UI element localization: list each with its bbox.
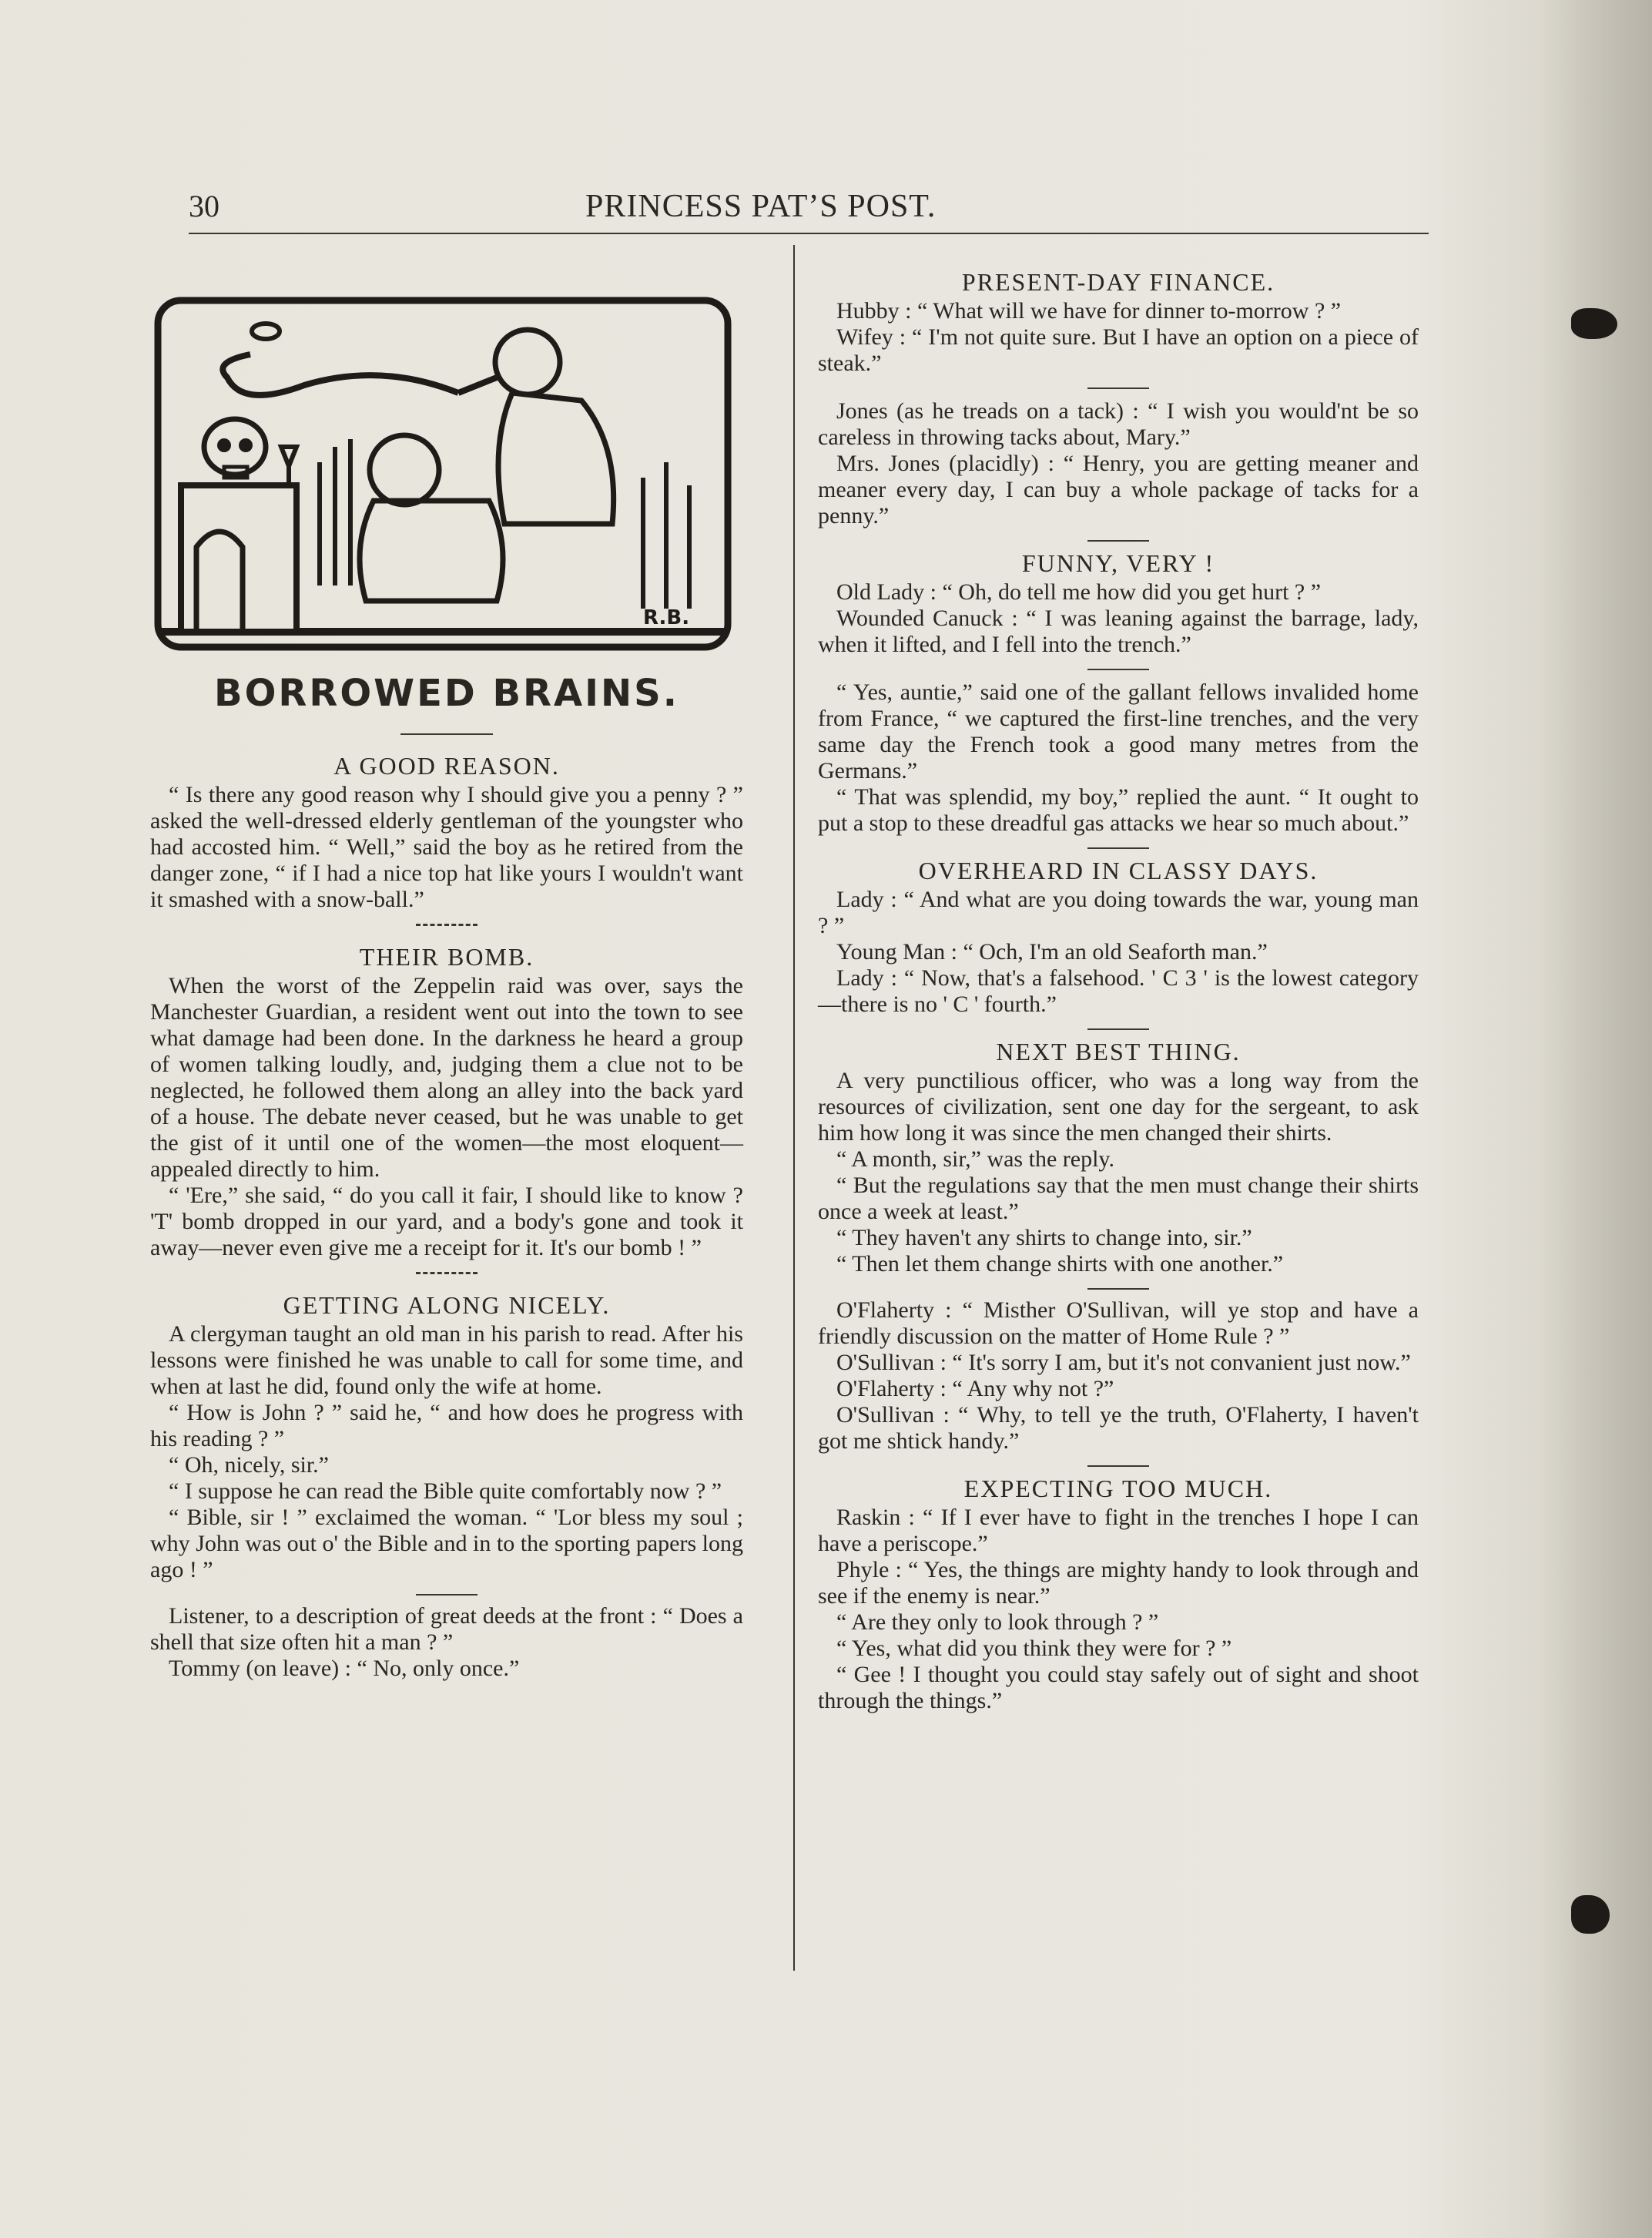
article-heading: PRESENT-DAY FINANCE.: [961, 268, 1275, 296]
article-paragraph: O'Sullivan : “ It's sorry I am, but it's not convanient just now.”: [836, 1350, 1411, 1375]
separator-rule: [400, 733, 493, 735]
article-heading: FUNNY, VERY !: [1021, 549, 1215, 577]
left-column: [150, 293, 743, 1693]
article-paragraph: “ But the regulations say that the men must change their shirts once a week at least.”: [818, 1173, 1419, 1224]
article-next-best-thing: [818, 1038, 1419, 1277]
article-getting-along-nicely: [150, 1291, 743, 1583]
separator-rule: [1087, 1465, 1149, 1467]
header-rule: [189, 233, 1429, 234]
article-paragraph: Old Lady : “ Oh, do tell me how did you get hurt ? ”: [836, 579, 1322, 605]
article-paragraph: “ Oh, nicely, sir.”: [169, 1452, 329, 1478]
torn-edge-mark: [1571, 308, 1617, 339]
skull-icon: [204, 419, 266, 478]
article-listener: [150, 1603, 743, 1682]
torn-edge-mark: [1571, 1895, 1610, 1934]
article-paragraph: Wifey : “ I'm not quite sure. But I have an option on a piece of steak.”: [818, 324, 1419, 376]
article-paragraph: “ 'Ere,” she said, “ do you call it fair, I should like to know ? 'T' bomb dropped in our yard, and a body's gone and took it away—never even give me a receipt for it. It's our bomb ! ”: [150, 1183, 743, 1260]
article-paragraph: “ Is there any good reason why I should give you a penny ? ” asked the well-dressed elderly gentleman of the youngster who had accosted him. “ Well,” said the boy as he retired from the danger zone, “ if I had a nice top hat like yours I wouldn't want it smashed with a snow-ball.”: [150, 782, 743, 912]
article-paragraph: “ Are they only to look through ? ”: [836, 1609, 1159, 1635]
separator-rule: [1087, 1028, 1149, 1030]
right-column: [818, 260, 1419, 1725]
article-paragraph: Tommy (on leave) : “ No, only once.”: [169, 1656, 520, 1681]
article-their-bomb: [150, 943, 743, 1261]
article-paragraph: Young Man : “ Och, I'm an old Seaforth man.”: [836, 939, 1268, 965]
article-paragraph: “ I suppose he can read the Bible quite comfortably now ? ”: [169, 1478, 722, 1504]
separator-rule: [1087, 669, 1149, 670]
article-heading: GETTING ALONG NICELY.: [283, 1291, 611, 1319]
article-paragraph: A clergyman taught an old man in his parish to read. After his lessons were finished he was unable to call for some time, and when at last he did, found only the wife at home.: [150, 1321, 743, 1399]
article-jones-tack: [818, 398, 1419, 529]
article-heading: NEXT BEST THING.: [996, 1038, 1241, 1065]
article-paragraph: “ Then let them change shirts with one another.”: [836, 1251, 1284, 1277]
article-paragraph: O'Flaherty : “ Misther O'Sullivan, will ye stop and have a friendly discussion on the matter of Home Rule ? ”: [818, 1297, 1419, 1349]
article-paragraph: “ That was splendid, my boy,” replied the aunt. “ It ought to put a stop to these dreadful gas attacks we hear so much about.”: [818, 784, 1419, 836]
article-funny-very: [818, 549, 1419, 658]
article-paragraph: Hubby : “ What will we have for dinner to-morrow ? ”: [836, 298, 1342, 324]
separator-rule: [416, 1594, 478, 1595]
cartoon-illustration: [150, 293, 736, 655]
article-paragraph: “ Yes, what did you think they were for ? ”: [836, 1636, 1232, 1661]
article-paragraph: “ Bible, sir ! ” exclaimed the woman. “ 'Lor bless my soul ; why John was out o' the Bible and in to the sporting papers long ago ! ”: [150, 1505, 743, 1582]
separator-rule: [1087, 388, 1149, 389]
article-heading: EXPECTING TOO MUCH.: [963, 1475, 1273, 1502]
separator-rule: [1087, 847, 1149, 849]
separator-rule: [1087, 540, 1149, 542]
illustration-signature: R.B.: [643, 606, 690, 629]
page-header: [189, 185, 1421, 231]
article-oflaherty: [818, 1297, 1419, 1455]
article-paragraph: Jones (as he treads on a tack) : “ I wish you would'nt be so careless in throwing tacks about, Mary.”: [818, 398, 1419, 450]
article-heading: A GOOD REASON.: [333, 752, 560, 780]
article-paragraph: “ They haven't any shirts to change into, sir.”: [836, 1225, 1252, 1250]
article-paragraph: Phyle : “ Yes, the things are mighty handy to look through and see if the enemy is near.”: [818, 1557, 1419, 1609]
column-divider: [793, 245, 795, 1971]
separator-rule: [416, 1272, 478, 1274]
article-paragraph: Raskin : “ If I ever have to fight in the trenches I hope I can have a periscope.”: [818, 1505, 1419, 1556]
article-yes-auntie: [818, 679, 1419, 837]
article-paragraph: “ How is John ? ” said he, “ and how does he progress with his reading ? ”: [150, 1400, 743, 1451]
article-paragraph: O'Sullivan : “ Why, to tell ye the truth, O'Flaherty, I haven't got me shtick handy.”: [818, 1402, 1419, 1454]
section-title: BORROWED BRAINS.: [214, 672, 679, 715]
article-paragraph: “ A month, sir,” was the reply.: [836, 1146, 1114, 1172]
running-title: PRINCESS PAT’S POST.: [585, 189, 937, 224]
article-a-good-reason: [150, 752, 743, 913]
article-overheard-in-classy-days: [818, 857, 1419, 1018]
article-expecting-too-much: [818, 1475, 1419, 1714]
separator-rule: [1087, 1288, 1149, 1290]
article-paragraph: Lady : “ Now, that's a falsehood. ' C 3 ' is the lowest category—there is no ' C ' fourth.”: [818, 965, 1419, 1017]
article-paragraph: Wounded Canuck : “ I was leaning against the barrage, lady, when it lifted, and I fell into the trench.”: [818, 606, 1419, 657]
page-number: 30: [189, 189, 219, 223]
article-paragraph: Mrs. Jones (placidly) : “ Henry, you are getting meaner and meaner every day, I can buy a whole package of tacks for a penny.”: [818, 451, 1419, 528]
article-paragraph: “ Yes, auntie,” said one of the gallant fellows invalided home from France, “ we captured the first-line trenches, and the very same day the French took a good many metres from the Germans.”: [818, 679, 1419, 783]
article-paragraph: O'Flaherty : “ Any why not ?”: [836, 1376, 1114, 1401]
article-paragraph: “ Gee ! I thought you could stay safely out of sight and shoot through the things.”: [818, 1662, 1419, 1713]
article-paragraph: When the worst of the Zeppelin raid was over, says the Manchester Guardian, a resident went out into the town to see what damage had been done. In the darkness he heard a group of women talking loudly, and, judging them a clue not to be neglected, he followed them along an alley into the back yard of a house. The debate never ceased, but he was unable to get the gist of it until one of the women—the most eloquent—appealed directly to him.: [150, 973, 743, 1182]
article-present-day-finance: [818, 268, 1419, 377]
article-paragraph: A very punctilious officer, who was a long way from the resources of civilization, sent one day for the sergeant, to ask him how long it was since the men changed their shirts.: [818, 1068, 1419, 1146]
article-paragraph: Lady : “ And what are you doing towards the war, young man ? ”: [818, 887, 1419, 938]
separator-rule: [416, 924, 478, 926]
article-heading: OVERHEARD IN CLASSY DAYS.: [918, 857, 1319, 884]
article-paragraph: Listener, to a description of great deeds at the front : “ Does a shell that size often hit a man ? ”: [150, 1603, 743, 1655]
article-heading: THEIR BOMB.: [359, 943, 534, 971]
